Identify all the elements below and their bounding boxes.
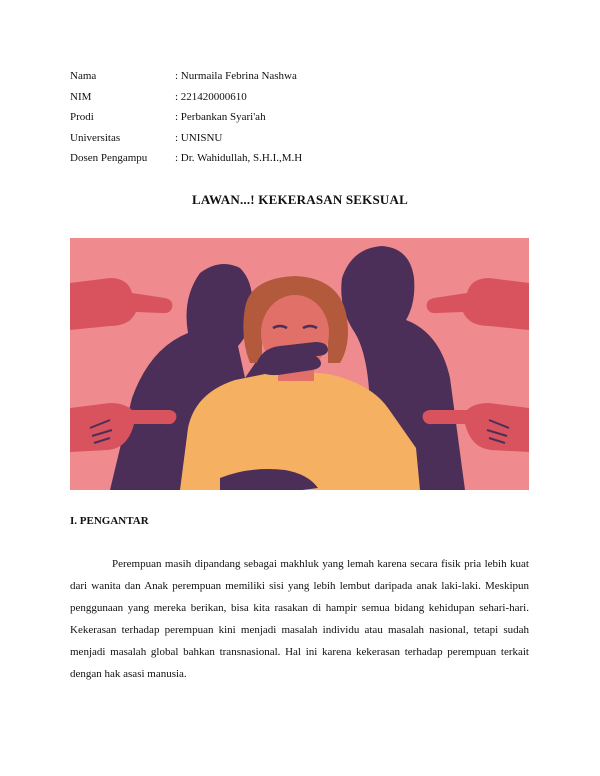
info-row-prodi <box>70 111 302 132</box>
info-value: : Nurmaila Febrina Nashwa <box>175 70 297 82</box>
student-info <box>70 70 302 173</box>
info-row-university <box>70 132 302 153</box>
info-value: : Perbankan Syari'ah <box>175 111 266 123</box>
info-row-name <box>70 70 302 91</box>
info-label: Universitas <box>70 131 121 144</box>
info-row-nim <box>70 91 302 112</box>
info-value: : UNISNU <box>175 131 223 144</box>
info-row-lecturer <box>70 152 302 173</box>
info-label: Dosen Pengampu <box>70 152 148 164</box>
illustration <box>70 238 529 490</box>
info-label: Nama <box>70 70 97 82</box>
info-label: Prodi <box>70 111 94 123</box>
body-paragraph: Perempuan masih dipandang sebagai makhluk yang lemah karena secara fisik pria lebih kuat dari wanita dan Anak perempuan memiliki sisi yang lebih lembut daripada anak laki-laki. Meskipun penggunaan yang mereka berikan, bisa kita rasakan di hampir semua bidang kehidupan sehari-hari. Kekerasan terhadap perempuan kini menjadi masalah individu atau masalah nasional, tetapi sudah menjadi masalah global bahkan transnasional. Hal ini karena kekerasan terhadap perempuan terkait dengan hak asasi manusia. <box>70 558 529 680</box>
info-value: : Dr. Wahidullah, S.H.I.,M.H <box>175 152 303 164</box>
document-title: LAWAN...! KEKERASAN SEKSUAL <box>192 192 408 207</box>
info-label: NIM <box>70 90 92 103</box>
info-value: : 221420000610 <box>175 90 247 103</box>
section-heading: I. PENGANTAR <box>70 515 149 527</box>
